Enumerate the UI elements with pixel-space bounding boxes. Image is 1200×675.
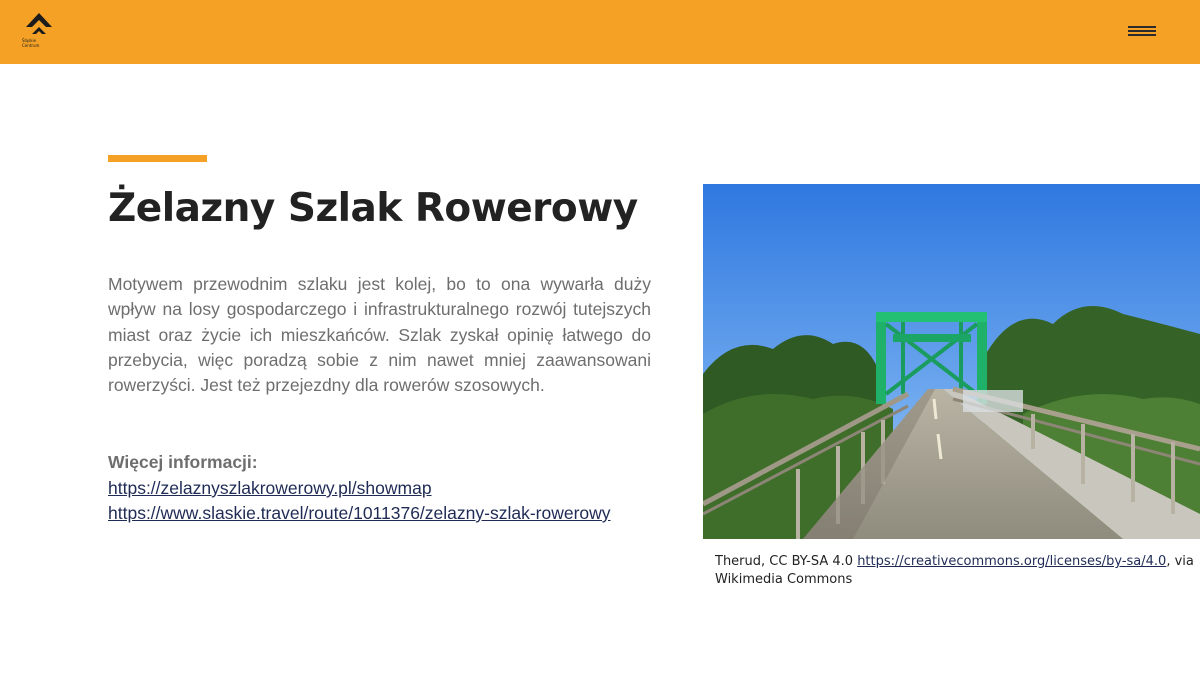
logo-text: Śląskie Centrum [22, 38, 40, 48]
title-accent-line [108, 155, 207, 162]
hamburger-menu-icon [1128, 26, 1156, 28]
showmap-link[interactable]: https://zelaznyszlakrowerowy.pl/showmap [108, 478, 432, 498]
hamburger-menu-button[interactable] [1126, 26, 1158, 40]
description-text: Motywem przewodnim szlaku jest kolej, bo to ona wywarła duży wpływ na losy gospodarczego i infrastrukturalnego rozwój tutejszych miast oraz życie ich mieszkańców. Szlak zyskał opinię łatwego do przebycia, więc poradzą sobie z nim nawet mniej zaawansowani rowerzyści. Jest też przejezdny dla rowerów szosowych. [108, 274, 651, 396]
bridge-illustration [703, 184, 1200, 539]
more-info-label: Więcej informacji: [108, 452, 258, 472]
bridge-photo [703, 184, 1200, 539]
photo-caption [715, 553, 1195, 589]
caption-author: Therud, CC BY-SA 4.0 [715, 554, 858, 569]
site-logo[interactable] [22, 10, 56, 50]
hamburger-line [1128, 30, 1156, 32]
license-link[interactable]: https://creativecommons.org/licenses/by-sa/4.0 [857, 554, 1167, 569]
mountain-logo-icon [22, 10, 56, 36]
slaskie-travel-link[interactable]: https://www.slaskie.travel/route/1011376/zelazny-szlak-rowerowy [108, 503, 611, 523]
page-title: Żelazny Szlak Rowerowy [108, 186, 638, 231]
caption-source: , via Wikimedia Commons [715, 554, 1194, 587]
hamburger-line [1128, 34, 1156, 36]
top-bar [0, 0, 1200, 64]
